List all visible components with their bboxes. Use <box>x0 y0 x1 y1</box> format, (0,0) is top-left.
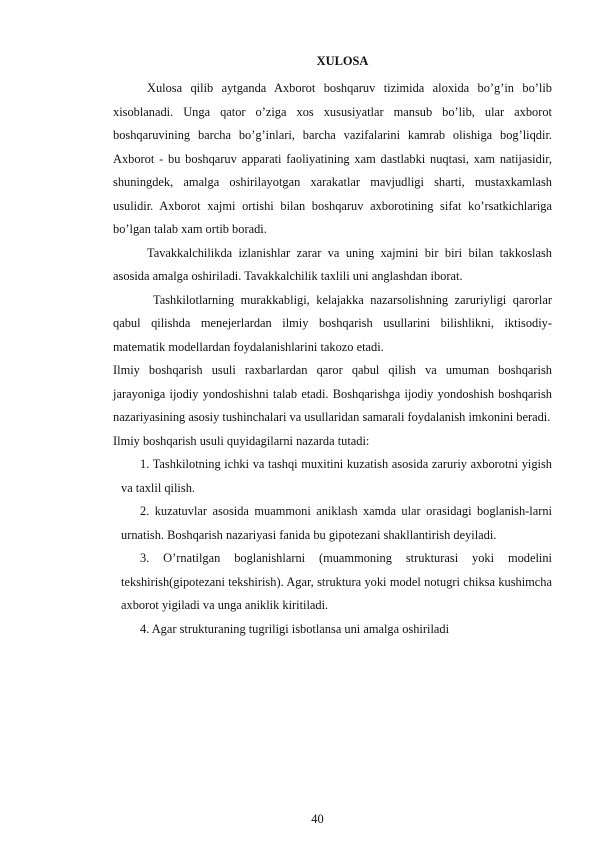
list-item: 3. O’rnatilgan boglanishlarni (muammoning strukturasi yoki modelini tekshirish(gipotezani tekshirish). Agar, struktura yoki model notugri chiksa kushimcha axborot yigiladi va unga aniklik kiritiladi. <box>121 551 552 612</box>
body-text <box>113 77 552 641</box>
page-number: 40 <box>311 812 324 826</box>
list-item: 1. Tashkilotning ichki va tashqi muxitini kuzatish asosida zaruriy axborotni yigish va taxlil qilish. <box>121 457 552 495</box>
paragraph-conclusion: Xulosa qilib aytganda Axborot boshqaruv tizimida aloxida bo’g’in bo’lib xisoblanadi. Unga qator o’ziga xos xususiyatlar mansub bo’lib, ular axborot boshqaruvining barcha bo’g’inlari, barcha vazifalarini kamrab olishiga bog’liqdir. Axborot - bu boshqaruv apparati faoliyatining xam dastlabki nuqtasi, xam natijasidir, shuningdek, amalga oshirilayotgan xarakatlar mavjudligi sharti, mustaxkamlash usulidir. Axborot xajmi ortishi bilan boshqaruv axborotining sifat ko’rsatkichlariga bo’lgan talab xam ortib boradi. <box>113 81 552 236</box>
list-item: 2. kuzatuvlar asosida muammoni aniklash xamda ular orasidagi boglanish-larni urnatish. Boshqarish nazariyasi fanida bu gipotezani shakllantirish deyiladi. <box>121 504 552 542</box>
paragraph-scientific-management: Ilmiy boshqarish usuli raxbarlardan qaror qabul qilish va umuman boshqarish jarayoniga ijodiy yondoshishni talab etadi. Boshqarishga ijodiy yondoshish boshqarish nazariyasining asosiy tushinchalari va usullaridan samarali foydalanish imkonini beradi. <box>113 363 552 424</box>
paragraph-organizations: Tashkilotlarning murakkabligi, kelajakka nazarsolishning zaruriyligi qarorlar qabul qilishda menejerlardan ilmiy boshqarish usullarini bilishlikni, iktisodiy-matematik modellardan foydalanishlarini takozo etadi. <box>113 292 552 354</box>
list-item: 4. Agar strukturaning tugriligi isbotlansa uni amalga oshiriladi <box>140 621 450 636</box>
paragraph-risk: Tavakkalchilikda izlanishlar zarar va uning xajmini bir biri bilan takkoslash asosida amalga oshiriladi. Tavakkalchilik taxlili uni anglashdan iborat. <box>113 245 552 283</box>
page-title: XULOSA <box>316 54 369 68</box>
method-steps-list <box>113 453 552 641</box>
paragraph-list-intro: Ilmiy boshqarish usuli quyidagilarni nazarda tutadi: <box>113 433 370 448</box>
